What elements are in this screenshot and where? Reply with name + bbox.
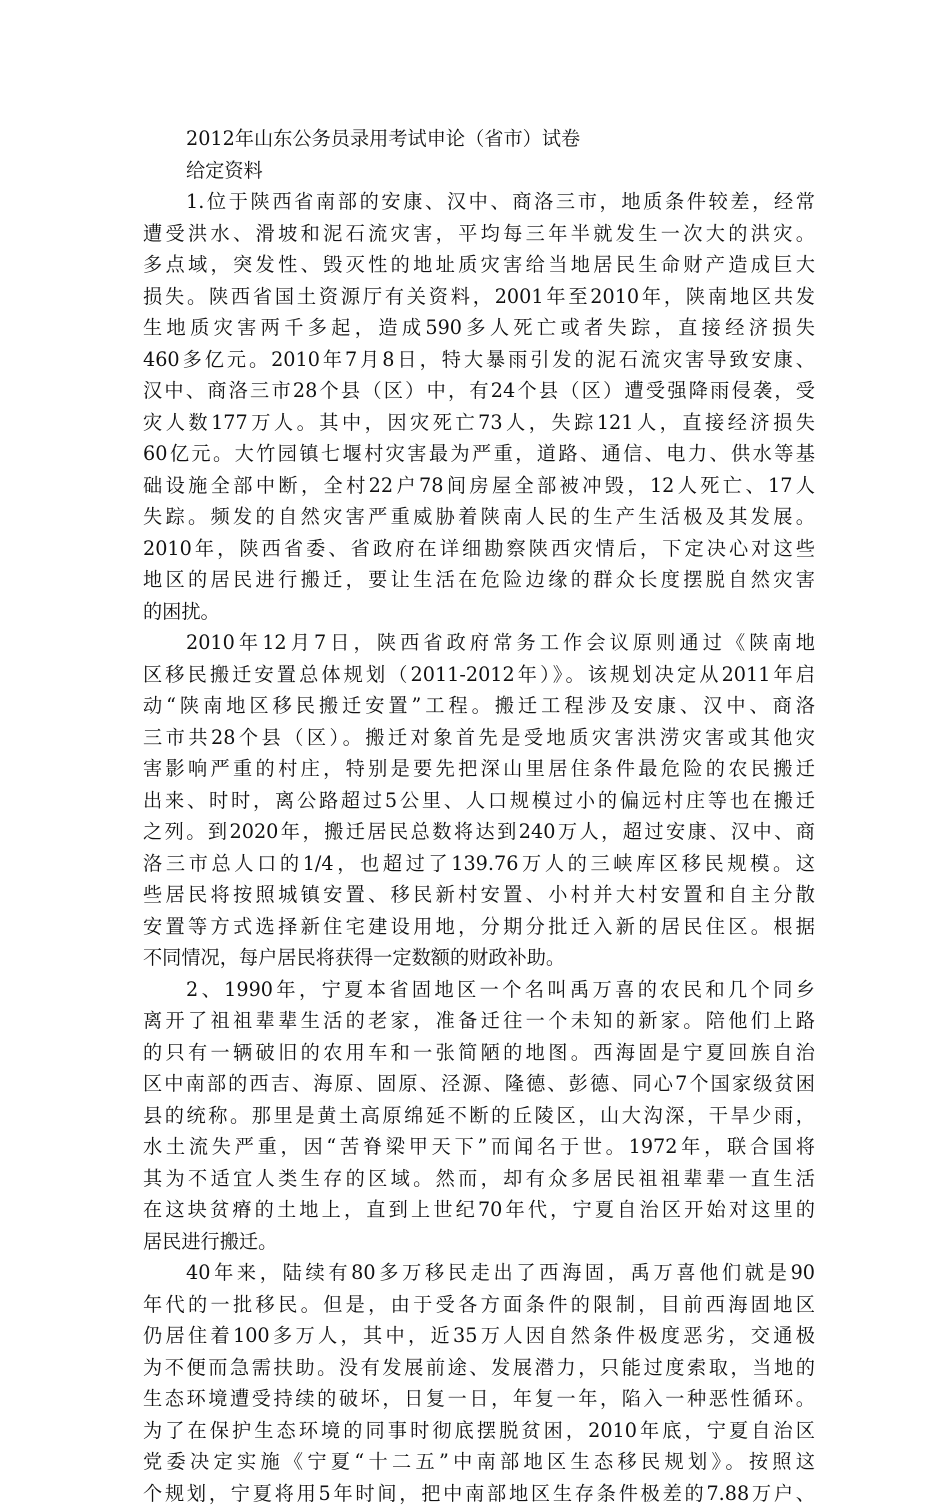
paragraph-line: 之列。到2020年，搬迁居民总数将达到240万人，超过安康、汉中、商 xyxy=(143,816,815,848)
paragraph-line: 在这块贫瘠的土地上，直到上世纪70年代，宁夏自治区开始对这里的 xyxy=(143,1194,815,1226)
paragraph-line: 的困扰。 xyxy=(143,596,815,628)
paragraph-line: 为不便而急需扶助。没有发展前途、发展潜力，只能过度索取，当地的 xyxy=(143,1352,815,1384)
paragraph-line: 水土流失严重，因“苦脊梁甲天下”而闻名于世。1972年，联合国将 xyxy=(143,1131,815,1163)
paragraph-line: 汉中、商洛三市28个县（区）中，有24个县（区）遭受强降雨侵袭，受 xyxy=(143,375,815,407)
paragraph-2 xyxy=(143,627,815,974)
paragraph-line: 个规划，宁夏将用5年时间，把中南部地区生存条件极差的7.88万户、 xyxy=(143,1478,815,1509)
paragraph-line: 党委决定实施《宁夏“十二五”中南部地区生态移民规划》。按照这 xyxy=(143,1446,815,1478)
paragraph-line: 区中南部的西吉、海原、固原、泾源、隆德、彭德、同心7个国家级贫困 xyxy=(143,1068,815,1100)
paragraph-line: 区移民搬迁安置总体规划（2011-2012年）》。该规划决定从2011年启 xyxy=(143,659,815,691)
section-heading: 给定资料 xyxy=(143,155,815,187)
paragraph-line: 安置等方式选择新住宅建设用地，分期分批迁入新的居民住区。根据 xyxy=(143,911,815,943)
paragraph-line: 2、1990年，宁夏本省固地区一个名叫禹万喜的农民和几个同乡 xyxy=(143,974,815,1006)
paragraph-line: 60亿元。大竹园镇七堰村灾害最为严重，道路、通信、电力、供水等基 xyxy=(143,438,815,470)
paragraph-line: 1.位于陕西省南部的安康、汉中、商洛三市，地质条件较差，经常 xyxy=(143,186,815,218)
paragraph-line: 年代的一批移民。但是，由于受各方面条件的限制，目前西海固地区 xyxy=(143,1289,815,1321)
document-page xyxy=(143,123,815,1509)
paragraph-3 xyxy=(143,974,815,1258)
paragraph-line: 洛三市总人口的1/4，也超过了139.76万人的三峡库区移民规模。这 xyxy=(143,848,815,880)
paragraph-line: 多点域，突发性、毁灭性的地址质灾害给当地居民生命财产造成巨大 xyxy=(143,249,815,281)
paragraph-line: 离开了祖祖辈辈生活的老家，准备迁往一个未知的新家。陪他们上路 xyxy=(143,1005,815,1037)
paragraph-line: 动“陕南地区移民搬迁安置”工程。搬迁工程涉及安康、汉中、商洛 xyxy=(143,690,815,722)
paragraph-line: 不同情况，每户居民将获得一定数额的财政补助。 xyxy=(143,942,815,974)
paragraph-line: 础设施全部中断，全村22户78间房屋全部被冲毁，12人死亡、17人 xyxy=(143,470,815,502)
paragraph-4 xyxy=(143,1257,815,1509)
paragraph-line: 居民进行搬迁。 xyxy=(143,1226,815,1258)
paragraph-line: 遭受洪水、滑坡和泥石流灾害，平均每三年半就发生一次大的洪灾。 xyxy=(143,218,815,250)
paragraph-line: 失踪。频发的自然灾害严重威胁着陕南人民的生产生活极及其发展。 xyxy=(143,501,815,533)
paragraph-line: 地区的居民进行搬迁，要让生活在危险边缘的群众长度摆脱自然灾害 xyxy=(143,564,815,596)
paragraph-line: 为了在保护生态环境的同事时彻底摆脱贫困，2010年底，宁夏自治区 xyxy=(143,1415,815,1447)
paragraph-line: 仍居住着100多万人，其中，近35万人因自然条件极度恶劣，交通极 xyxy=(143,1320,815,1352)
paragraph-line: 县的统称。那里是黄土高原绵延不断的丘陵区，山大沟深，干旱少雨， xyxy=(143,1100,815,1132)
paragraph-line: 害影响严重的村庄，特别是要先把深山里居住条件最危险的农民搬迁 xyxy=(143,753,815,785)
paragraph-line: 三市共28个县（区）。搬迁对象首先是受地质灾害洪涝灾害或其他灾 xyxy=(143,722,815,754)
paragraph-1 xyxy=(143,186,815,627)
paragraph-line: 2010年12月7日，陕西省政府常务工作会议原则通过《陕南地 xyxy=(143,627,815,659)
paragraph-line: 40年来，陆续有80多万移民走出了西海固，禹万喜他们就是90 xyxy=(143,1257,815,1289)
paragraph-line: 出来、时时，离公路超过5公里、人口规模过小的偏远村庄等也在搬迁 xyxy=(143,785,815,817)
paragraph-line: 2010年，陕西省委、省政府在详细勘察陕西灾情后，下定决心对这些 xyxy=(143,533,815,565)
paragraph-line: 些居民将按照城镇安置、移民新村安置、小村并大村安置和自主分散 xyxy=(143,879,815,911)
document-title: 2012年山东公务员录用考试申论（省市）试卷 xyxy=(143,123,815,155)
paragraph-line: 的只有一辆破旧的农用车和一张简陋的地图。西海固是宁夏回族自治 xyxy=(143,1037,815,1069)
paragraph-line: 生态环境遭受持续的破坏，日复一日，年复一年，陷入一种恶性循环。 xyxy=(143,1383,815,1415)
paragraph-line: 生地质灾害两千多起，造成590多人死亡或者失踪，直接经济损失 xyxy=(143,312,815,344)
paragraph-line: 460多亿元。2010年7月8日，特大暴雨引发的泥石流灾害导致安康、 xyxy=(143,344,815,376)
paragraph-line: 其为不适宜人类生存的区域。然而，却有众多居民祖祖辈辈一直生活 xyxy=(143,1163,815,1195)
paragraph-line: 损失。陕西省国土资源厅有关资料，2001年至2010年，陕南地区共发 xyxy=(143,281,815,313)
paragraph-line: 灾人数177万人。其中，因灾死亡73人，失踪121人，直接经济损失 xyxy=(143,407,815,439)
